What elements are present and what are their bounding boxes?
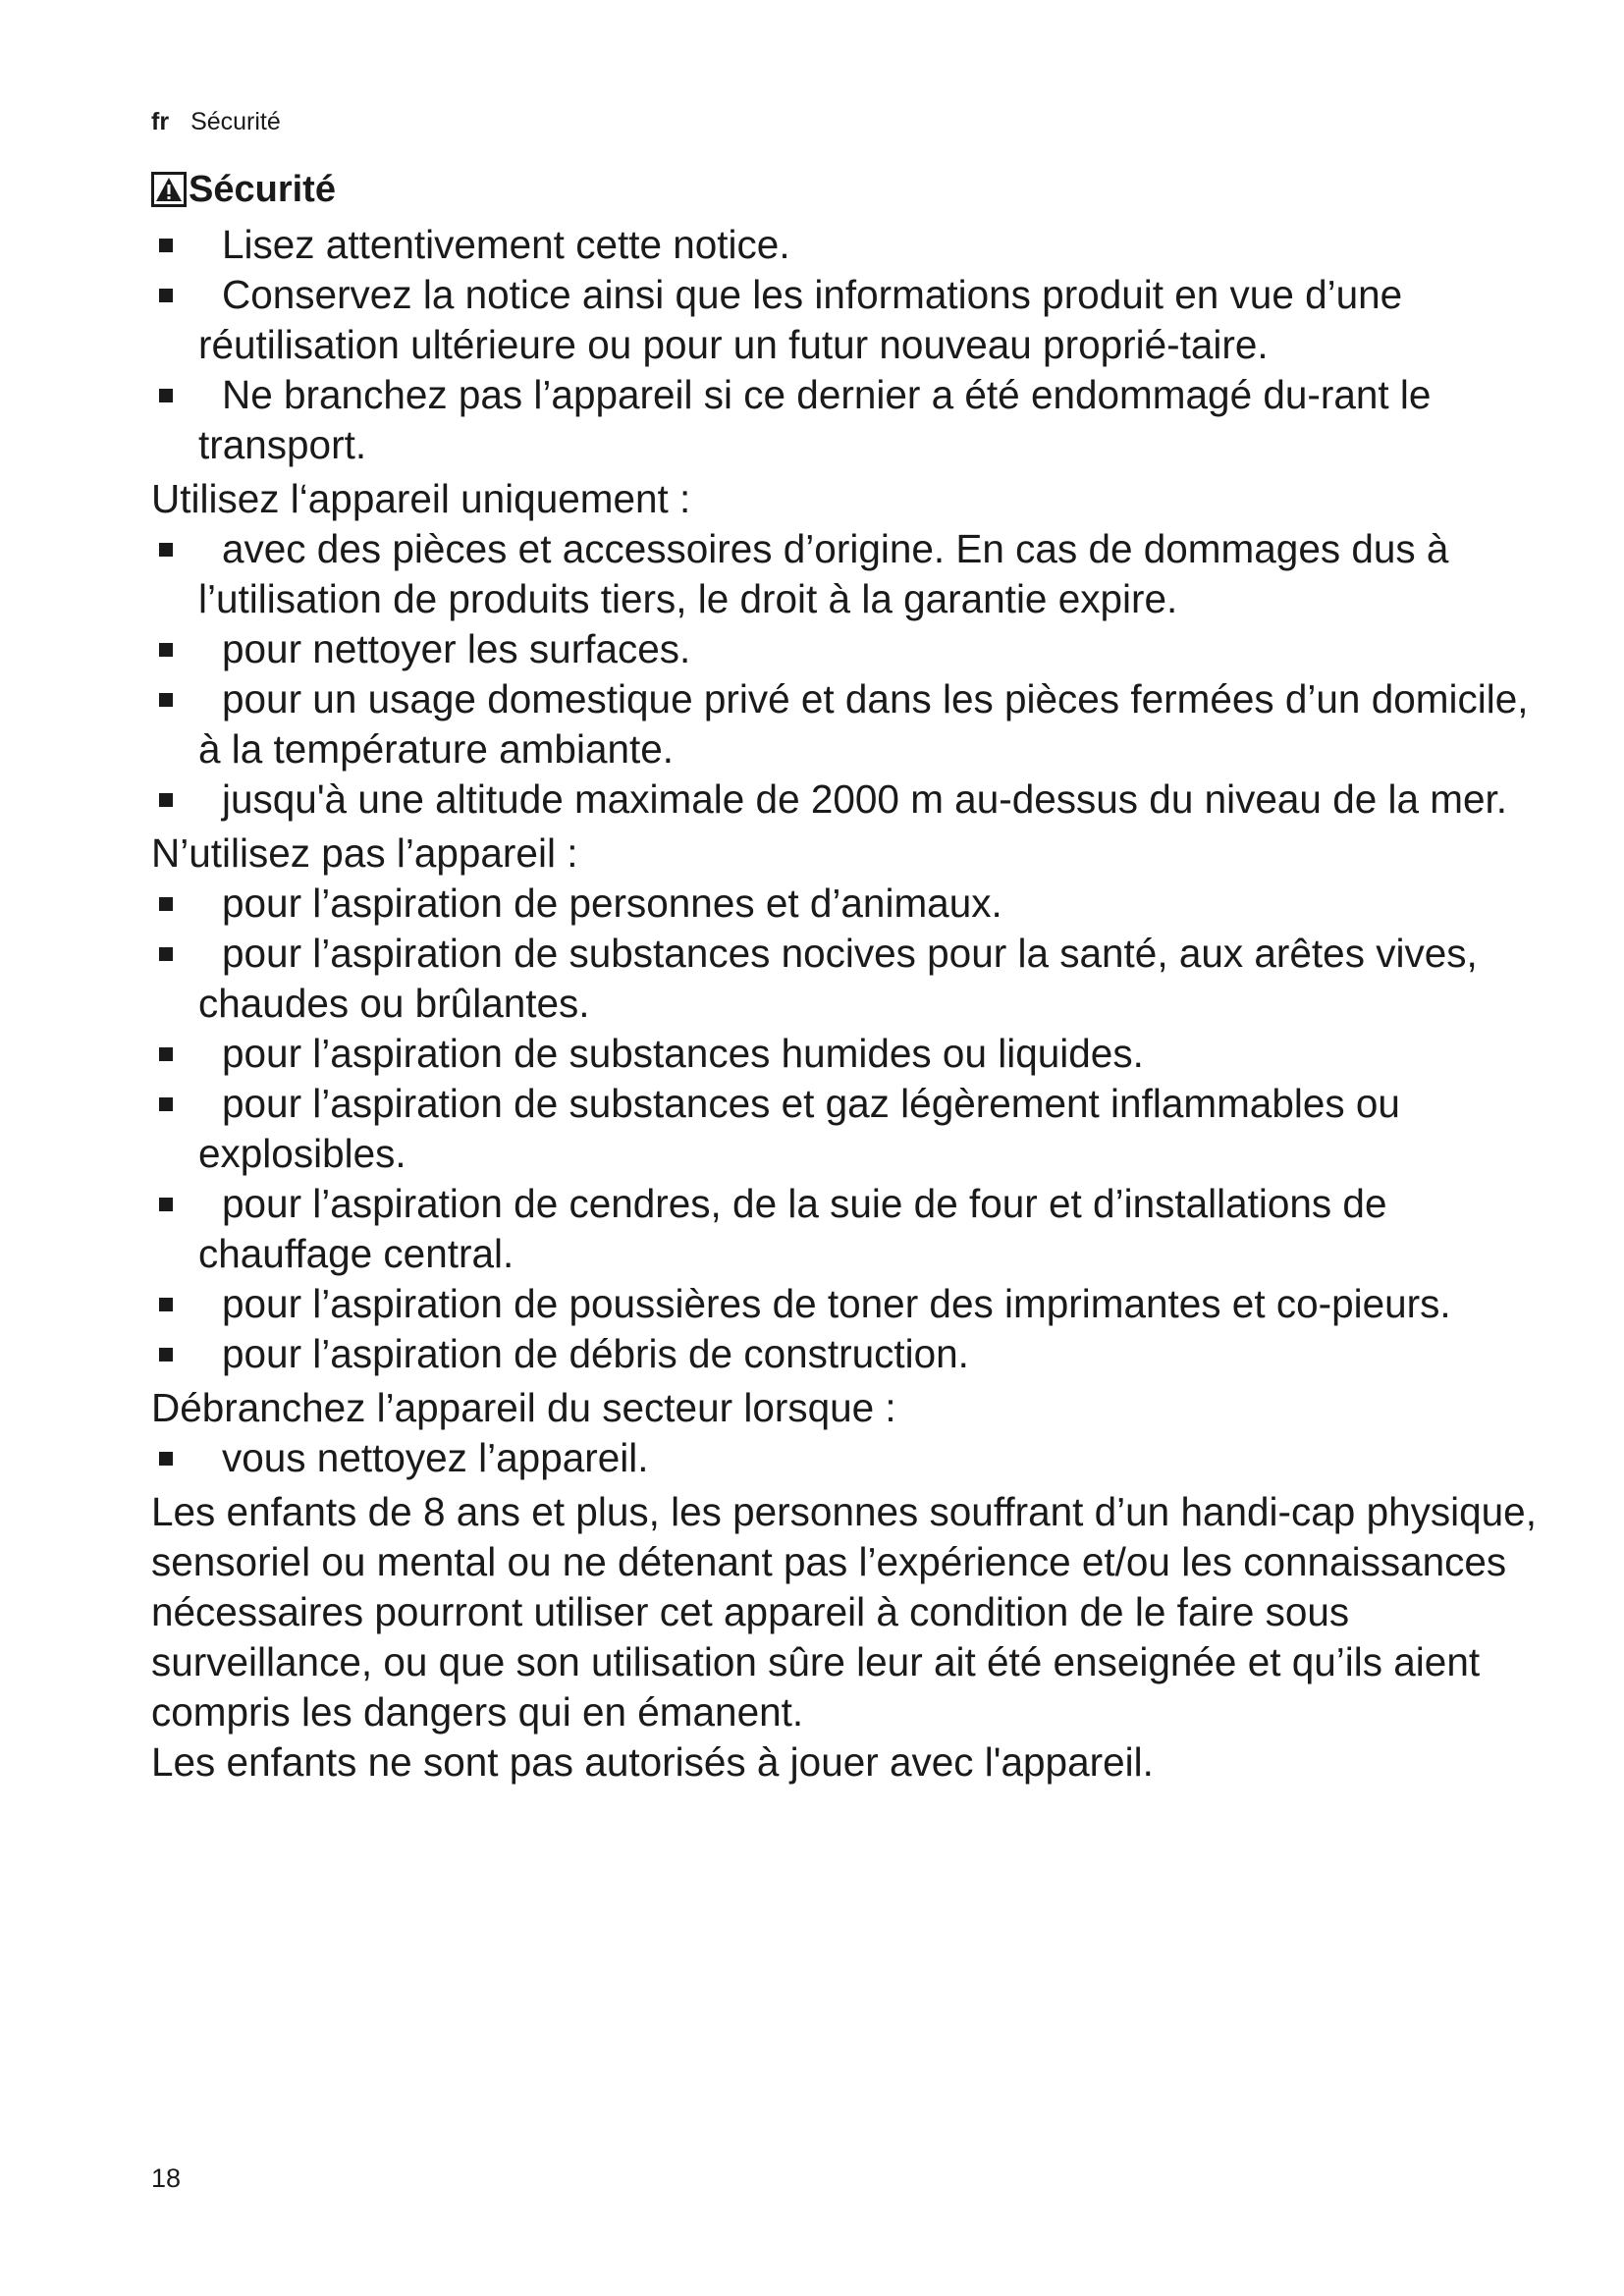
list-item: pour nettoyer les surfaces. [151,624,1545,674]
list-item: Lisez attentivement cette notice. [151,220,1545,270]
section-title-text: Sécurité [189,169,336,210]
list-item: jusqu'à une altitude maximale de 2000 m au-dessus du niveau de la mer. [151,774,1545,825]
children-play-paragraph: Les enfants ne sont pas autorisés à jouer avec l'appareil. [151,1739,1154,1785]
safety-content [151,220,1545,1788]
unplug-list [151,1433,1545,1483]
warning-triangle-icon [151,172,187,207]
section-title [151,167,336,212]
list-item: avec des pièces et accessoires d’origine. En cas de dommages dus à l’utilisation de produits tiers, le droit à la garantie expire. [151,524,1545,624]
list-item: pour l’aspiration de cendres, de la suie de four et d’installations de chauffage central. [151,1179,1545,1279]
list-item: pour l’aspiration de poussières de toner des imprimantes et co-pieurs. [151,1279,1545,1329]
list-item: pour l’aspiration de débris de construction. [151,1329,1545,1379]
list-item: pour l’aspiration de personnes et d’animaux. [151,879,1545,929]
list-item: pour l’aspiration de substances nocives pour la santé, aux arêtes vives, chaudes ou brûlantes. [151,929,1545,1029]
use-only-heading: Utilisez l‘appareil uniquement : [151,476,691,521]
running-header [151,106,281,137]
language-code: fr [151,108,170,135]
list-item: pour un usage domestique privé et dans les pièces fermées d’un domicile, à la température ambiante. [151,674,1545,774]
list-item: Ne branchez pas l’appareil si ce dernier a été endommagé du-rant le transport. [151,370,1545,470]
unplug-heading: Débranchez l’appareil du secteur lorsque : [151,1385,896,1430]
page-number: 18 [151,2163,182,2193]
list-item: vous nettoyez l’appareil. [151,1433,1545,1483]
general-safety-list [151,220,1545,470]
running-header-section: Sécurité [190,108,281,135]
children-paragraph: Les enfants de 8 ans et plus, les personnes souffrant d’un handi-cap physique, sensoriel ou mental ou ne détenant pas l’expérience et/ou les connaissances nécessaires pourront utiliser cet appareil à condition de le faire sous surveillance, ou que son utilisation sûre leur ait été enseignée et qu’ils aient compris les dangers qui en émanent. [151,1489,1537,1735]
list-item: pour l’aspiration de substances et gaz légèrement inflammables ou explosibles. [151,1079,1545,1179]
use-only-list [151,524,1545,825]
list-item: pour l’aspiration de substances humides ou liquides. [151,1029,1545,1079]
do-not-use-heading: N’utilisez pas l’appareil : [151,830,578,876]
do-not-use-list [151,879,1545,1379]
list-item: Conservez la notice ainsi que les informations produit en vue d’une réutilisation ultérieure ou pour un futur nouveau proprié-taire. [151,270,1545,370]
